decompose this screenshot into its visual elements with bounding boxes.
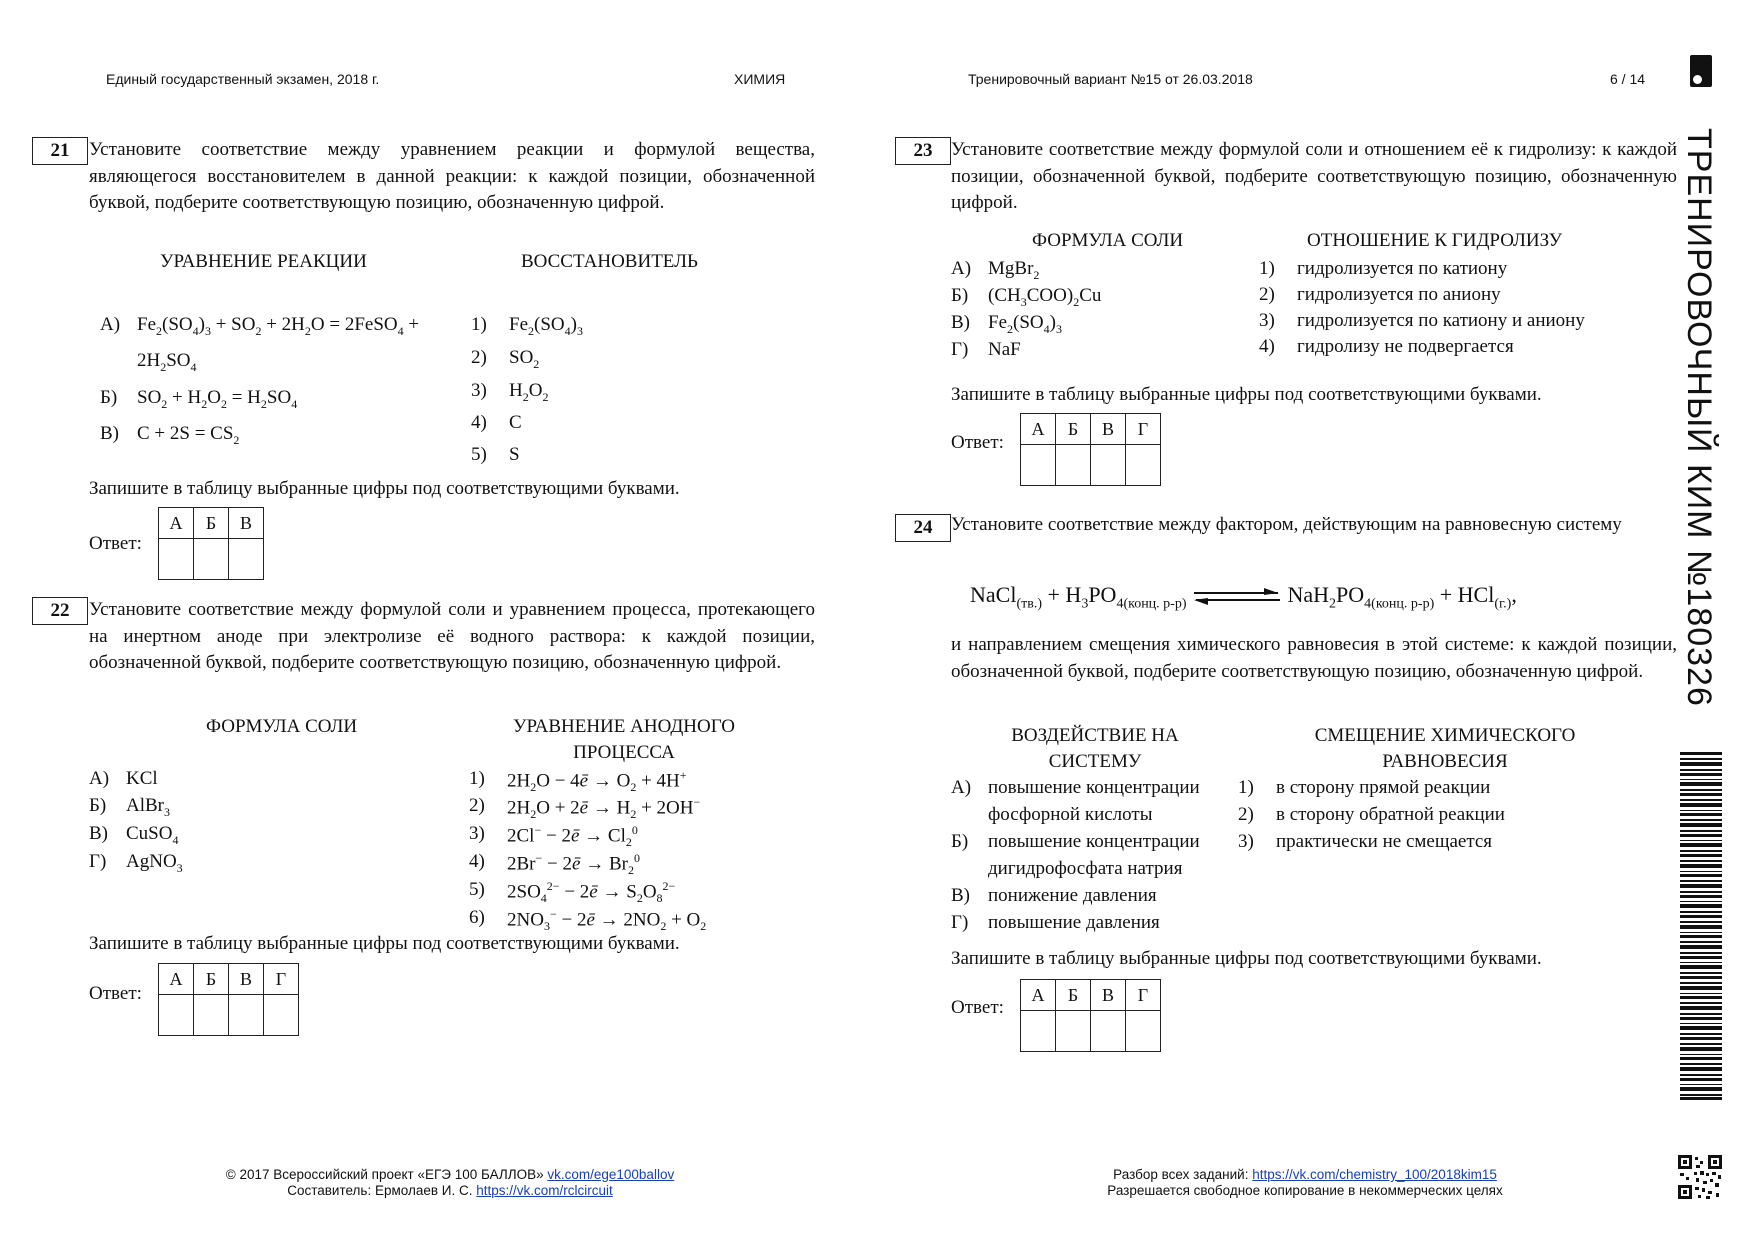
question-number-22: 22 bbox=[32, 597, 88, 625]
q21-letter-a: А) bbox=[100, 314, 121, 335]
q22-digit-3: 3) bbox=[469, 823, 485, 844]
q24-digit-1: 1) bbox=[1238, 777, 1254, 798]
answer-cell[interactable] bbox=[194, 995, 229, 1036]
answer-cell[interactable] bbox=[229, 995, 264, 1036]
q22-letter-b: Б) bbox=[89, 795, 107, 816]
footer-right bbox=[1000, 1167, 1610, 1199]
q24-shift-2: в сторону обратной реакции bbox=[1276, 804, 1505, 825]
answer-cell[interactable] bbox=[1056, 1011, 1091, 1052]
q24-right-header-line2: РАВНОВЕСИЯ bbox=[1382, 751, 1508, 772]
q21-option-2: $SO_2$ bbox=[509, 347, 540, 371]
answer-cell[interactable] bbox=[159, 539, 194, 580]
q24-factor-b-line1: повышение концентрации bbox=[988, 831, 1200, 852]
q23-option-2: гидролизуется по аниону bbox=[1297, 284, 1501, 305]
corner-mark-icon bbox=[1690, 55, 1712, 87]
answer-col-header: В bbox=[229, 508, 264, 539]
q21-item-b: $SO_2 + H_2O_2 = H_2SO_4$ bbox=[137, 387, 298, 411]
q24-digit-2: 2) bbox=[1238, 804, 1254, 825]
footer-copyright-link[interactable]: vk.com/ege100ballov bbox=[547, 1167, 675, 1182]
q24-letter-g: Г) bbox=[951, 912, 969, 933]
question-number-21: 21 bbox=[32, 137, 88, 165]
q21-right-header: ВОССТАНОВИТЕЛЬ bbox=[521, 251, 698, 272]
footer-author-link[interactable]: https://vk.com/rclcircuit bbox=[476, 1183, 613, 1198]
answer-col-header: А bbox=[1021, 980, 1056, 1011]
q22-answer-table bbox=[158, 963, 299, 1036]
q22-left-header: ФОРМУЛА СОЛИ bbox=[206, 716, 358, 737]
q21-digit-1: 1) bbox=[471, 314, 487, 335]
q22-option-5: $2SO_4^{2-}$ − 2ē → $S_2O_8^{2-}$ bbox=[507, 879, 676, 906]
answer-col-header: Б bbox=[1056, 414, 1091, 445]
q24-factor-b-line2: дигидрофосфата натрия bbox=[988, 858, 1183, 879]
q24-letter-a: А) bbox=[951, 777, 972, 798]
header-page-number: 6 / 14 bbox=[1610, 71, 1646, 87]
q22-right-header-line1: УРАВНЕНИЕ АНОДНОГО bbox=[513, 716, 735, 737]
footer-left bbox=[150, 1167, 750, 1199]
q22-item-v: CuSO$_4$ bbox=[126, 823, 179, 847]
header-variant: Тренировочный вариант №15 от 26.03.2018 bbox=[968, 71, 1253, 87]
q21-option-3: $H_2O_2$ bbox=[509, 380, 549, 404]
q23-answer-table bbox=[1020, 413, 1161, 486]
q23-item-a: MgBr$_2$ bbox=[988, 258, 1040, 282]
q21-letter-v: В) bbox=[100, 423, 119, 444]
q24-factor-v: понижение давления bbox=[988, 885, 1157, 906]
answer-cell[interactable] bbox=[1021, 1011, 1056, 1052]
q22-right-header-line2: ПРОЦЕССА bbox=[573, 742, 675, 763]
question-number-24: 24 bbox=[895, 514, 951, 542]
answer-col-header: Г bbox=[264, 964, 299, 995]
footer-license: Разрешается свободное копирование в некоммерческих целях bbox=[1107, 1183, 1503, 1198]
q22-option-4: 2Br− − 2ē → $Br_2^0$ bbox=[507, 851, 640, 878]
q23-option-3: гидролизуется по катиону и аниону bbox=[1297, 310, 1585, 331]
q24-answer-table bbox=[1020, 979, 1161, 1052]
answer-col-header: Б bbox=[194, 964, 229, 995]
q24-left-header-line2: СИСТЕМУ bbox=[1048, 751, 1142, 772]
answer-col-header: Б bbox=[194, 508, 229, 539]
q22-option-3: 2Cl− − 2ē → $Cl_2^0$ bbox=[507, 823, 638, 850]
answer-cell[interactable] bbox=[159, 995, 194, 1036]
q21-answer-table bbox=[158, 507, 264, 580]
q24-equilibrium-equation: NaCl$_{(тв.)}$ + $H_3PO_{4(конц. р-р)}$ $NaH_2PO_{4(конц. р-р)} + HCl_{(г.)}$, bbox=[970, 582, 1517, 612]
answer-col-header: Б bbox=[1056, 980, 1091, 1011]
q23-option-1: гидролизуется по катиону bbox=[1297, 258, 1508, 279]
answer-col-header: А bbox=[159, 964, 194, 995]
q22-letter-g: Г) bbox=[89, 851, 107, 872]
q24-answer-label: Ответ: bbox=[951, 997, 1004, 1018]
q24-letter-b: Б) bbox=[951, 831, 969, 852]
q22-option-2: $2H_2O$ + 2ē → $H_2 + 2OH^-$ bbox=[507, 795, 701, 822]
q24-shift-3: практически не смещается bbox=[1276, 831, 1493, 852]
answer-col-header: В bbox=[1091, 980, 1126, 1011]
q22-letter-a: А) bbox=[89, 768, 110, 789]
barcode-icon bbox=[1680, 752, 1722, 1100]
footer-copyright: © 2017 Всероссийский проект «ЕГЭ 100 БАЛЛОВ» bbox=[225, 1167, 544, 1182]
q23-item-v: $Fe_2(SO_4)_3$ bbox=[988, 312, 1062, 336]
equilibrium-arrows-icon bbox=[1192, 586, 1282, 608]
q22-answer-label: Ответ: bbox=[89, 983, 142, 1004]
answer-cell[interactable] bbox=[1056, 445, 1091, 486]
q23-digit-3: 3) bbox=[1259, 310, 1275, 331]
q24-factor-a-line2: фосфорной кислоты bbox=[988, 804, 1153, 825]
qr-code-icon bbox=[1678, 1155, 1722, 1199]
q23-letter-b: Б) bbox=[951, 285, 969, 306]
q21-item-a: $Fe_2(SO_4)_3 + SO_2 + 2H_2O$ = 2FeSO$_4$ + bbox=[137, 314, 420, 338]
q23-letter-a: А) bbox=[951, 258, 972, 279]
q22-text: Установите соответствие между формулой соли и уравнением процесса, протекающего на инертном аноде при электролизе её водного раствора: к каждой позиции, обозначенной буквой, подберите соответствующую позицию, обозначенную цифрой. bbox=[89, 599, 815, 673]
q22-item-g: AgNO$_3$ bbox=[126, 851, 183, 875]
q23-letter-v: В) bbox=[951, 312, 970, 333]
q22-item-b: AlBr$_3$ bbox=[126, 795, 170, 819]
q21-letter-b: Б) bbox=[100, 387, 118, 408]
q21-option-4: C bbox=[509, 412, 522, 433]
answer-col-header: Г bbox=[1126, 414, 1161, 445]
q24-letter-v: В) bbox=[951, 885, 970, 906]
q24-write-instruction: Запишите в таблицу выбранные цифры под соответствующими буквами. bbox=[951, 948, 1542, 969]
q22-option-6: $2NO_3^-$ − 2ē → $2NO_2 + O_2$ bbox=[507, 907, 707, 934]
q21-digit-3: 3) bbox=[471, 380, 487, 401]
q21-digit-4: 4) bbox=[471, 412, 487, 433]
footer-analysis-link[interactable]: https://vk.com/chemistry_100/2018kim15 bbox=[1252, 1167, 1497, 1182]
q24-factor-g: повышение давления bbox=[988, 912, 1160, 933]
question-number-23: 23 bbox=[895, 137, 951, 165]
q24-shift-1: в сторону прямой реакции bbox=[1276, 777, 1491, 798]
q21-option-1: $Fe_2(SO_4)_3$ bbox=[509, 314, 583, 338]
q24-text-continued: и направлением смещения химического равновесия в этой системе: к каждой позиции, обозначенной буквой, подберите соответствующую позицию, обозначенную цифрой. bbox=[951, 634, 1677, 682]
q23-answer-label: Ответ: bbox=[951, 432, 1004, 453]
q21-left-header: УРАВНЕНИЕ РЕАКЦИИ bbox=[160, 251, 367, 272]
q23-option-4: гидролизу не подвергается bbox=[1297, 336, 1514, 357]
answer-cell[interactable] bbox=[1091, 1011, 1126, 1052]
q24-factor-a-line1: повышение концентрации bbox=[988, 777, 1200, 798]
answer-cell[interactable] bbox=[1021, 445, 1056, 486]
q21-write-instruction: Запишите в таблицу выбранные цифры под соответствующими буквами. bbox=[89, 478, 680, 499]
q21-item-a-cont: $2H_2SO_4$ bbox=[137, 350, 197, 374]
q23-digit-2: 2) bbox=[1259, 284, 1275, 305]
footer-analysis: Разбор всех заданий: bbox=[1113, 1167, 1249, 1182]
q22-digit-5: 5) bbox=[469, 879, 485, 900]
q23-item-g: NaF bbox=[988, 339, 1021, 360]
header-subject: ХИМИЯ bbox=[734, 71, 786, 87]
q21-digit-2: 2) bbox=[471, 347, 487, 368]
q23-digit-1: 1) bbox=[1259, 258, 1275, 279]
q23-letter-g: Г) bbox=[951, 339, 969, 360]
q22-item-a: KCl bbox=[126, 768, 158, 789]
answer-col-header: В bbox=[229, 964, 264, 995]
q23-right-header: ОТНОШЕНИЕ К ГИДРОЛИЗУ bbox=[1307, 230, 1563, 251]
q22-digit-4: 4) bbox=[469, 851, 485, 872]
header-exam-title: Единый государственный экзамен, 2018 г. bbox=[106, 71, 380, 87]
q21-text: Установите соответствие между уравнением реакции и формулой вещества, являющегося восстановителем в данной реакции: к каждой позиции, обозначенной буквой, подберите соответствующую позицию, обозначенную цифрой. bbox=[89, 139, 815, 213]
answer-col-header: В bbox=[1091, 414, 1126, 445]
q22-letter-v: В) bbox=[89, 823, 108, 844]
q23-left-header: ФОРМУЛА СОЛИ bbox=[1032, 230, 1184, 251]
q22-digit-2: 2) bbox=[469, 795, 485, 816]
q21-answer-label: Ответ: bbox=[89, 533, 142, 554]
q24-left-header-line1: ВОЗДЕЙСТВИЕ НА bbox=[1011, 725, 1179, 746]
answer-col-header: А bbox=[1021, 414, 1056, 445]
q24-right-header-line1: СМЕЩЕНИЕ ХИМИЧЕСКОГО bbox=[1314, 725, 1576, 746]
footer-author: Составитель: Ермолаев И. С. bbox=[287, 1183, 473, 1198]
side-vertical-title: ТРЕНИРОВОЧНЫЙ КИМ №180326 bbox=[1680, 128, 1718, 707]
q22-option-1: $2H_2O$ − 4ē → $O_2 + 4H^+$ bbox=[507, 768, 687, 795]
q24-text: Установите соответствие между фактором, действующим на равновесную систему bbox=[951, 514, 1622, 535]
q23-text: Установите соответствие между формулой соли и отношением её к гидролизу: к каждой позиции, обозначенной буквой, подберите соответствующую позицию, обозначенную цифрой. bbox=[951, 139, 1677, 213]
q22-digit-6: 6) bbox=[469, 907, 485, 928]
q23-item-b: $(CH_3COO)_2Cu$ bbox=[988, 285, 1102, 309]
answer-col-header: Г bbox=[1126, 980, 1161, 1011]
q24-right-header bbox=[1290, 723, 1600, 775]
q21-option-5: S bbox=[509, 444, 520, 465]
q23-write-instruction: Запишите в таблицу выбранные цифры под соответствующими буквами. bbox=[951, 384, 1542, 405]
q23-digit-4: 4) bbox=[1259, 336, 1275, 357]
q24-digit-3: 3) bbox=[1238, 831, 1254, 852]
answer-cell[interactable] bbox=[1126, 445, 1161, 486]
answer-cell[interactable] bbox=[1126, 1011, 1161, 1052]
answer-cell[interactable] bbox=[1091, 445, 1126, 486]
answer-col-header: А bbox=[159, 508, 194, 539]
q21-digit-5: 5) bbox=[471, 444, 487, 465]
q22-right-header bbox=[490, 714, 758, 766]
q22-digit-1: 1) bbox=[469, 768, 485, 789]
answer-cell[interactable] bbox=[229, 539, 264, 580]
q21-item-v: $C + 2S = CS_2$ bbox=[137, 423, 240, 447]
q22-write-instruction: Запишите в таблицу выбранные цифры под соответствующими буквами. bbox=[89, 933, 680, 954]
q24-left-header bbox=[985, 723, 1205, 775]
answer-cell[interactable] bbox=[194, 539, 229, 580]
answer-cell[interactable] bbox=[264, 995, 299, 1036]
